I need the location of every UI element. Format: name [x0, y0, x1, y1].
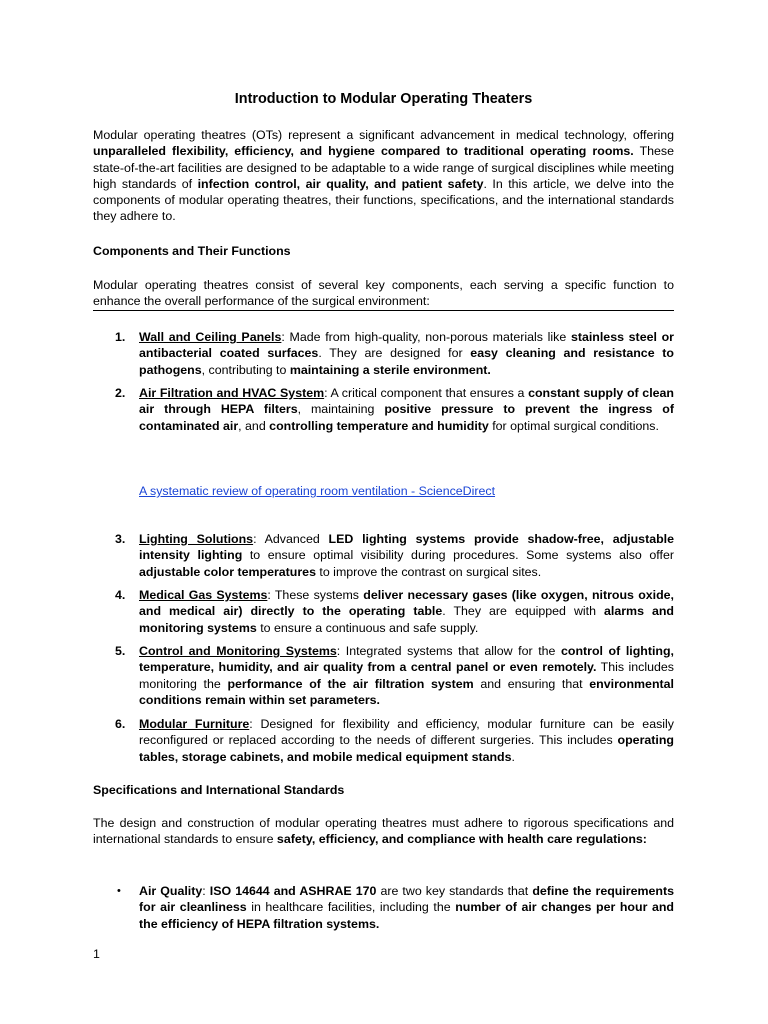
list-item-lighting: [139, 531, 674, 580]
list-item-modular-furniture: [139, 716, 674, 765]
list-number: 6.: [115, 717, 126, 731]
list-item-bold: maintaining a sterile environment.: [289, 362, 491, 377]
list-item-bold: deliver necessary gases (like oxygen, nitrous oxide, and medical air) directly to the operating table: [139, 588, 674, 619]
list-item-air-filtration: [139, 385, 674, 434]
bullet-bold: number of air changes per hour and the efficiency of HEPA filtration systems.: [139, 900, 674, 931]
list-item-bold: adjustable color temperatures: [139, 564, 316, 579]
intro-bold-1: unparalleled flexibility, efficiency, and hygiene compared to traditional operating rooms.: [93, 144, 634, 159]
sciencedirect-link[interactable]: A systematic review of operating room ventilation - ScienceDirect: [139, 484, 496, 498]
list-number: 3.: [115, 532, 126, 546]
list-item-text: , and: [238, 418, 270, 433]
list-item-text: , maintaining: [297, 402, 385, 417]
list-item-text: This includes monitoring the: [139, 660, 674, 691]
list-item-bold: stainless steel or antibacterial coated surfaces: [139, 330, 675, 361]
bullet-item-air-quality: [139, 883, 674, 932]
list-item-text: : These systems: [267, 588, 364, 602]
list-item-text: .: [511, 749, 515, 764]
bullet-text: in healthcare facilities, including the: [246, 900, 456, 915]
list-number: 5.: [115, 644, 126, 658]
list-item-control-monitoring: [139, 643, 674, 708]
list-item-term: Control and Monitoring Systems: [139, 644, 337, 658]
list-item-bold: LED lighting systems provide shadow-free, adjustable intensity lighting: [139, 532, 674, 563]
list-item-term: Lighting Solutions: [139, 532, 254, 546]
components-intro-paragraph: Modular operating theatres consist of several key components, each serving a specific function to enhance the overall performance of the surgical environment:: [93, 278, 674, 309]
intro-bold-2: infection control, air quality, and patient safety: [197, 176, 484, 191]
spec-text: The design and construction of modular operating theatres must adhere to rigorous specifications and international standards to ensure: [93, 816, 674, 847]
list-item-text: : Advanced: [253, 532, 329, 546]
list-number: 1.: [115, 330, 126, 344]
list-item-text: to improve the contrast on surgical sites.: [315, 564, 542, 579]
list-item-text: . They are equipped with: [442, 604, 604, 619]
bullet-bold: ISO 14644 and ASHRAE 170: [209, 884, 377, 898]
list-item-text: : Designed for flexibility and efficiency, modular furniture can be easily reconfigured or replaced according to the needs of different surgeries. This includes: [139, 717, 674, 748]
list-item-text: for optimal surgical conditions.: [488, 418, 659, 433]
list-item-bold: operating tables, storage cabinets, and mobile medical equipment stands: [139, 733, 674, 764]
intro-paragraph: [93, 127, 674, 225]
list-item-bold: easy cleaning and resistance to pathogens: [139, 346, 674, 377]
bullet-term: Air Quality: [139, 884, 203, 898]
list-item-term: Wall and Ceiling Panels: [139, 330, 282, 344]
intro-text-1: Modular operating theatres (OTs) represent a significant advancement in medical technology, offering: [93, 128, 674, 142]
list-number: 2.: [115, 386, 126, 400]
spec-bold: safety, efficiency, and compliance with health care regulations:: [276, 832, 647, 847]
list-item-bold: positive pressure to prevent the ingress of contaminated air: [139, 402, 674, 433]
list-item-text: : A critical component that ensures a: [324, 386, 529, 400]
list-number: 4.: [115, 588, 126, 602]
list-item-text: and ensuring that: [473, 676, 590, 691]
bullet-icon: •: [117, 885, 121, 897]
list-item-bold: control of lighting, temperature, humidity, and air quality from a central panel or even remotely.: [139, 644, 674, 675]
list-item-term: Medical Gas Systems: [139, 588, 268, 602]
section-heading-components: Components and Their Functions: [93, 244, 291, 258]
bullet-text: are two key standards that: [376, 884, 533, 898]
list-item-bold: performance of the air filtration system: [227, 676, 474, 691]
list-item-term: Modular Furniture: [139, 717, 250, 731]
list-item-medical-gas: [139, 587, 674, 636]
bullet-bold: define the requirements for air cleanliness: [139, 884, 675, 915]
list-item-text: to ensure a continuous and safe supply.: [256, 620, 479, 635]
list-item-text: : Integrated systems that allow for the: [336, 644, 561, 658]
list-item-text: , contributing to: [201, 362, 290, 377]
list-item-text: to ensure optimal visibility during procedures. Some systems also offer: [242, 548, 674, 563]
specifications-paragraph: [93, 815, 674, 848]
page-number: 1: [93, 947, 100, 961]
bullet-text: :: [202, 884, 210, 898]
list-item-wall-ceiling-panels: [139, 329, 674, 378]
list-item-term: Air Filtration and HVAC System: [139, 386, 325, 400]
intro-text-2: These state-of-the-art facilities are designed to be adaptable to a wide range of surgical disciplines while meeting high standards of: [93, 144, 675, 191]
list-item-text: . They are designed for: [318, 346, 471, 361]
list-item-bold: alarms and monitoring systems: [139, 604, 674, 635]
divider-line: [93, 310, 674, 311]
section-heading-specifications: Specifications and International Standards: [93, 783, 345, 797]
list-item-text: : Made from high-quality, non-porous materials like: [281, 330, 571, 344]
list-item-bold: environmental conditions remain within set parameters.: [139, 676, 674, 707]
list-item-bold: controlling temperature and humidity: [269, 418, 489, 433]
list-item-bold: constant supply of clean air through HEPA filters: [139, 386, 674, 417]
page-title: Introduction to Modular Operating Theaters: [234, 91, 533, 107]
intro-text-3: . In this article, we delve into the components of modular operating theatres, their functions, specifications, and the international standards they adhere to.: [93, 176, 674, 224]
